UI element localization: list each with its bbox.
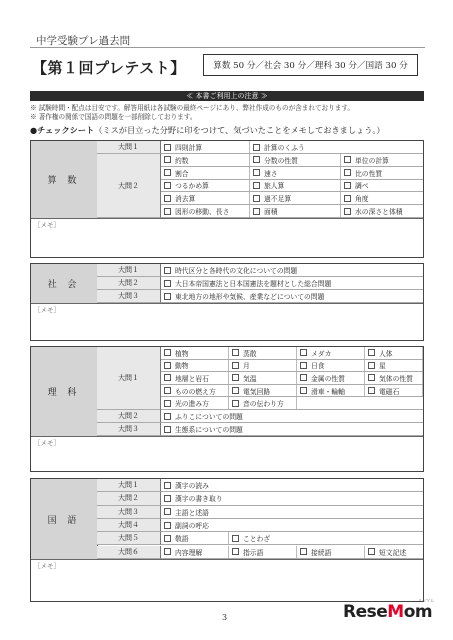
memo-label: ［メモ］ [34,562,60,570]
check-item-label: 月 [243,362,250,371]
checksheet-label: ●チェックシート [30,125,95,135]
check-item-label: 内容理解 [175,548,203,557]
table-row [161,492,423,505]
check-item[interactable] [250,167,341,179]
check-item[interactable] [250,180,341,192]
checkbox[interactable] [164,169,171,176]
check-item-label: ものの燃え方 [175,387,216,396]
check-item-label: 日食 [311,362,325,371]
check-item[interactable] [229,397,297,409]
check-item-label: 地層と岩石 [175,374,209,383]
checkbox[interactable] [164,267,171,274]
check-item-label: 電磁石 [379,387,400,396]
check-item[interactable] [229,532,423,544]
check-item-label: 大日本帝国憲法と日本国憲法を題材とした総合問題 [175,280,332,288]
checkbox[interactable] [368,387,375,394]
table-row [161,360,423,373]
checkbox[interactable] [344,169,351,176]
table-row [161,192,423,205]
math-section [30,140,424,258]
header-rule [30,47,425,48]
check-item-label: 旅人算 [264,182,285,191]
check-item-label: 消去算 [175,195,196,204]
checkbox[interactable] [344,195,351,202]
check-item-label: 音の伝わり方 [243,400,284,409]
check-item[interactable] [297,360,365,372]
exam-time-box: 算数 50 分／社会 30 分／理科 30 分／国語 30 分 [203,54,418,76]
checkbox[interactable] [253,169,260,176]
checkbox[interactable] [164,535,171,542]
checkbox[interactable] [164,156,171,163]
check-item[interactable] [161,410,423,422]
check-item[interactable] [161,479,423,491]
subject-label: 社 会 [31,264,98,303]
checkbox[interactable] [232,374,239,381]
memo-area[interactable] [31,218,423,259]
table-row [161,154,423,167]
check-item[interactable] [161,180,250,192]
checkbox[interactable] [164,413,171,420]
checkbox[interactable] [368,374,375,381]
checkbox[interactable] [164,208,171,215]
check-item-label: 敬語 [175,535,189,544]
check-item[interactable] [161,423,423,435]
checkbox[interactable] [164,349,171,356]
check-item-label: 東北地方の地形や気候、産業などについての問題 [175,293,325,301]
check-item-label: つるかめ算 [175,182,209,191]
checkbox[interactable] [164,144,171,151]
check-item-label: 水の深さと体積 [355,208,403,217]
check-item-label: 金属の性質 [311,374,345,383]
question-number: 大問３ [97,506,161,519]
checkbox[interactable] [232,400,239,407]
checkbox[interactable] [164,548,171,555]
question-number: 大問２ [97,154,161,218]
table-row [161,532,423,545]
subject-label: 国 語 [31,479,98,559]
check-item-label: 図形の移動、長さ [175,208,230,217]
check-item-label: 時代区分と各時代の文化についての問題 [175,267,298,275]
checkbox[interactable] [164,293,171,300]
check-item[interactable] [341,154,423,166]
check-item[interactable] [161,264,423,276]
check-item-label: ふりこについての問題 [175,413,243,421]
checkbox[interactable] [253,144,260,151]
check-item[interactable] [229,546,297,558]
check-item-label: 単位の計算 [355,156,389,165]
subject-label: 理 科 [31,347,98,436]
check-item[interactable] [161,506,423,518]
check-item[interactable] [161,397,229,409]
check-item-label: 短文記述 [379,548,407,557]
checkbox[interactable] [300,548,307,555]
checkbox[interactable] [253,182,260,189]
checkbox[interactable] [164,374,171,381]
check-item-label: 速さ [264,169,278,178]
checkbox[interactable] [253,208,260,215]
checkbox[interactable] [253,156,260,163]
check-item[interactable] [297,546,365,558]
memo-area[interactable] [31,303,423,342]
check-item-label: ことわざ [243,535,271,544]
checkbox[interactable] [164,387,171,394]
check-item[interactable] [341,180,423,192]
check-item-label: 滑車・輪軸 [311,387,345,396]
checkbox[interactable] [300,349,307,356]
check-item-label: 光の進み方 [175,400,209,409]
question-number: 大問１ [97,141,161,154]
question-number: 大問１ [97,479,161,492]
subject-label: 算 数 [31,141,98,218]
check-item-label: 漢字の書き取り [175,495,223,504]
table-row [161,167,423,180]
table-row [161,180,423,193]
check-item-label: 調べ [355,182,369,191]
memo-label: ［メモ］ [34,306,60,314]
check-item-label: メダカ [311,349,332,358]
table-row [161,277,423,290]
check-item-label: 漢字の読み [175,482,209,491]
memo-label: ［メモ］ [34,439,60,447]
check-item[interactable] [365,347,423,359]
checkbox[interactable] [232,548,239,555]
page-title: 【第１回プレテスト】 [32,59,186,77]
checkbox[interactable] [164,495,171,502]
question-number: 大問２ [97,410,161,423]
checkbox[interactable] [253,195,260,202]
checkbox[interactable] [164,522,171,529]
table-row [161,479,423,492]
check-item-label: 割合 [175,169,189,178]
question-number: 大問２ [97,492,161,505]
table-row [161,141,423,154]
checkbox[interactable] [232,349,239,356]
check-item[interactable] [161,360,229,372]
notice-line: ※ 試験時間・配点は目安です。解答用紙は各試験の最終ページにあり、弊社作成のものが含まれております。 [30,104,354,112]
check-item[interactable]: 四則計算 [161,141,250,153]
checkbox[interactable] [344,182,351,189]
table-row [161,347,423,360]
check-item-label: 約数 [175,156,189,165]
checkbox[interactable] [164,482,171,489]
check-item-label: 電気回路 [243,387,271,396]
checkbox[interactable] [164,280,171,287]
check-item[interactable] [161,532,229,544]
notice-line: ※ 著作権の関係で国語の問題を一部削除しております。 [30,113,197,121]
social-section [30,263,424,341]
check-item[interactable] [161,154,250,166]
check-item[interactable] [161,192,250,204]
check-item[interactable] [365,385,423,397]
table-row [161,385,423,398]
checkbox[interactable] [368,362,375,369]
checkbox[interactable] [368,548,375,555]
memo-label: ［メモ］ [34,221,60,229]
table-row [161,423,423,436]
checkbox[interactable] [164,182,171,189]
checksheet-heading [30,125,385,136]
table-row [161,372,423,385]
check-item-label: 分数の性質 [264,156,298,165]
question-number: 大問６ [97,546,161,559]
checkbox[interactable] [164,426,171,433]
table-row [161,264,423,277]
table-row [161,519,423,532]
page-subtitle: 中学受験プレ過去問 [36,35,131,47]
table-row [161,205,423,218]
check-item-label: 比の性質 [355,169,383,178]
check-item[interactable]: 計算のくふう [250,141,423,153]
check-item[interactable] [297,347,365,359]
check-item[interactable] [250,205,341,217]
check-item-label: 過不足算 [264,195,292,204]
check-item[interactable] [161,385,229,397]
checksheet-instruction: （ミスが目立った分野に印をつけて、気づいたことをメモしておきましょう。） [94,125,385,135]
checkbox[interactable] [300,362,307,369]
check-item[interactable] [341,167,423,179]
checkbox[interactable] [368,349,375,356]
check-item-label: 星 [379,362,386,371]
memo-area[interactable] [31,436,423,473]
check-item-label: 主語と述語 [175,508,209,517]
question-number: 大問１ [97,347,161,410]
table-row [161,397,423,410]
check-item-label: 気温 [243,374,257,383]
check-item[interactable] [161,347,229,359]
checkbox[interactable] [300,374,307,381]
checkbox[interactable] [232,387,239,394]
table-row [161,290,423,303]
memo-area[interactable] [31,559,423,603]
question-number: 大問３ [97,423,161,436]
check-item[interactable] [161,546,229,558]
check-item[interactable] [365,372,423,384]
check-item[interactable] [161,290,423,302]
table-row [161,410,423,423]
check-item[interactable] [161,205,250,217]
check-item-label: 面積 [264,208,278,217]
check-item[interactable] [161,492,423,504]
science-section [30,346,424,472]
check-item[interactable] [341,205,423,217]
check-item[interactable] [365,360,423,372]
check-item[interactable] [161,167,250,179]
check-item[interactable] [250,192,341,204]
checkbox[interactable] [164,400,171,407]
check-item-label: 人体 [379,349,393,358]
check-item-label: 副詞の呼応 [175,522,209,531]
check-item[interactable] [229,372,297,384]
checkbox[interactable] [232,362,239,369]
check-item[interactable] [341,192,423,204]
check-item[interactable] [297,385,365,397]
checkbox[interactable] [300,387,307,394]
check-item[interactable] [161,372,229,384]
checkbox[interactable] [344,156,351,163]
table-row [161,546,423,559]
question-number: 大問４ [97,519,161,532]
check-item-label: 指示語 [243,548,264,557]
check-item-label: 蒸散 [243,349,257,358]
check-item[interactable] [250,154,341,166]
japanese-section [30,478,424,602]
check-item-label: 気体の性質 [379,374,413,383]
question-number: 大問５ [97,532,161,545]
check-item-label: 生態系についての問題 [175,426,243,434]
question-number: 大問３ [97,290,161,303]
question-number: 大問１ [97,264,161,277]
checkbox[interactable] [164,508,171,515]
check-item[interactable] [161,519,423,531]
check-item-label: 接続語 [311,548,332,557]
check-item[interactable] [229,385,297,397]
page-number: 3 [222,613,228,622]
checkbox[interactable] [344,208,351,215]
checkbox[interactable] [164,362,171,369]
check-item[interactable] [161,277,423,289]
check-item[interactable] [229,347,297,359]
check-item[interactable] [297,372,365,384]
checkbox[interactable] [232,535,239,542]
notice-heading: ≪ 本書ご利用上の注意 ≫ [30,91,424,101]
question-number: 大問２ [97,277,161,290]
resemom-logo: ReseMom [343,602,433,622]
check-item-label: 動物 [175,362,189,371]
table-row [161,506,423,519]
check-item-label: 植物 [175,349,189,358]
check-item-label: 角度 [355,195,369,204]
check-item[interactable] [229,360,297,372]
logo-caption: リセマム [418,598,434,603]
checkbox[interactable] [164,195,171,202]
check-item[interactable] [365,546,423,558]
